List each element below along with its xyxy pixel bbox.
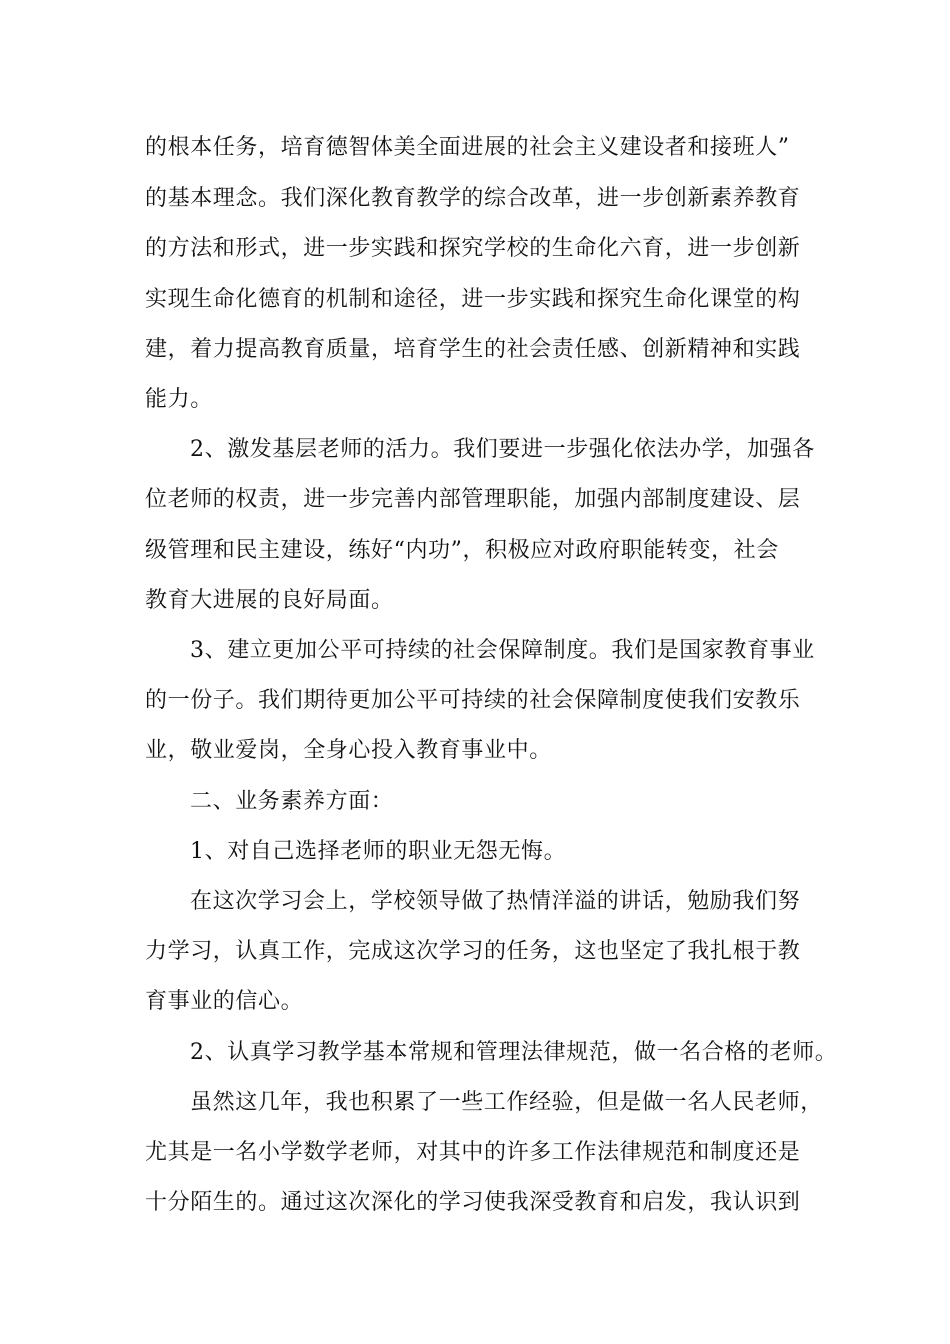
text-line: 2、认真学习教学基本常规和管理法律规范，做一名合格的老师。 — [190, 1040, 838, 1065]
text-line: 位老师的权责，进一步完善内部管理职能，加强内部制度建设、层 — [145, 487, 801, 512]
text-line: 的基本理念。我们深化教育教学的综合改革，进一步创新素养教育 — [145, 186, 801, 211]
section-heading: 二、业务素养方面： — [190, 789, 394, 814]
text-line: 在这次学习会上，学校领导做了热情洋溢的讲话，勉励我们努 — [190, 889, 801, 914]
text-line: 教育大进展的良好局面。 — [145, 588, 394, 613]
text-line: 育事业的信心。 — [145, 989, 304, 1014]
text-line: 的根本任务，培育德智体美全面进展的社会主义建设者和接班人” — [145, 135, 790, 160]
text-line: 虽然这几年，我也积累了一些工作经验，但是做一名人民老师， — [190, 1090, 823, 1115]
text-line: 2、激发基层老师的活力。我们要进一步强化依法办学，加强各 — [190, 437, 815, 462]
text-line: 的方法和形式，进一步实践和探究学校的生命化六育，进一步创新 — [145, 236, 801, 261]
text-line: 尤其是一名小学数学老师，对其中的许多工作法律规范和制度还是 — [145, 1140, 801, 1165]
text-line: 建，着力提高教育质量，培育学生的社会责任感、创新精神和实践 — [145, 337, 801, 362]
text-line: 十分陌生的。通过这次深化的学习使我深受教育和启发，我认识到 — [145, 1190, 801, 1215]
text-line: 能力。 — [145, 387, 213, 412]
text-line: 级管理和民主建设，练好“内功”，积极应对政府职能转变，社会 — [145, 538, 779, 563]
text-line: 3、建立更加公平可持续的社会保障制度。我们是国家教育事业 — [190, 638, 815, 663]
text-line: 的一份子。我们期待更加公平可持续的社会保障制度使我们安教乐 — [145, 688, 801, 713]
text-line: 力学习，认真工作，完成这次学习的任务，这也坚定了我扎根于教 — [145, 939, 801, 964]
text-line: 业，敬业爱岗，全身心投入教育事业中。 — [145, 738, 552, 763]
text-line: 1、对自己选择老师的职业无怨无悔。 — [190, 839, 567, 864]
text-line: 实现生命化德育的机制和途径，进一步实践和探究生命化课堂的构 — [145, 287, 801, 312]
